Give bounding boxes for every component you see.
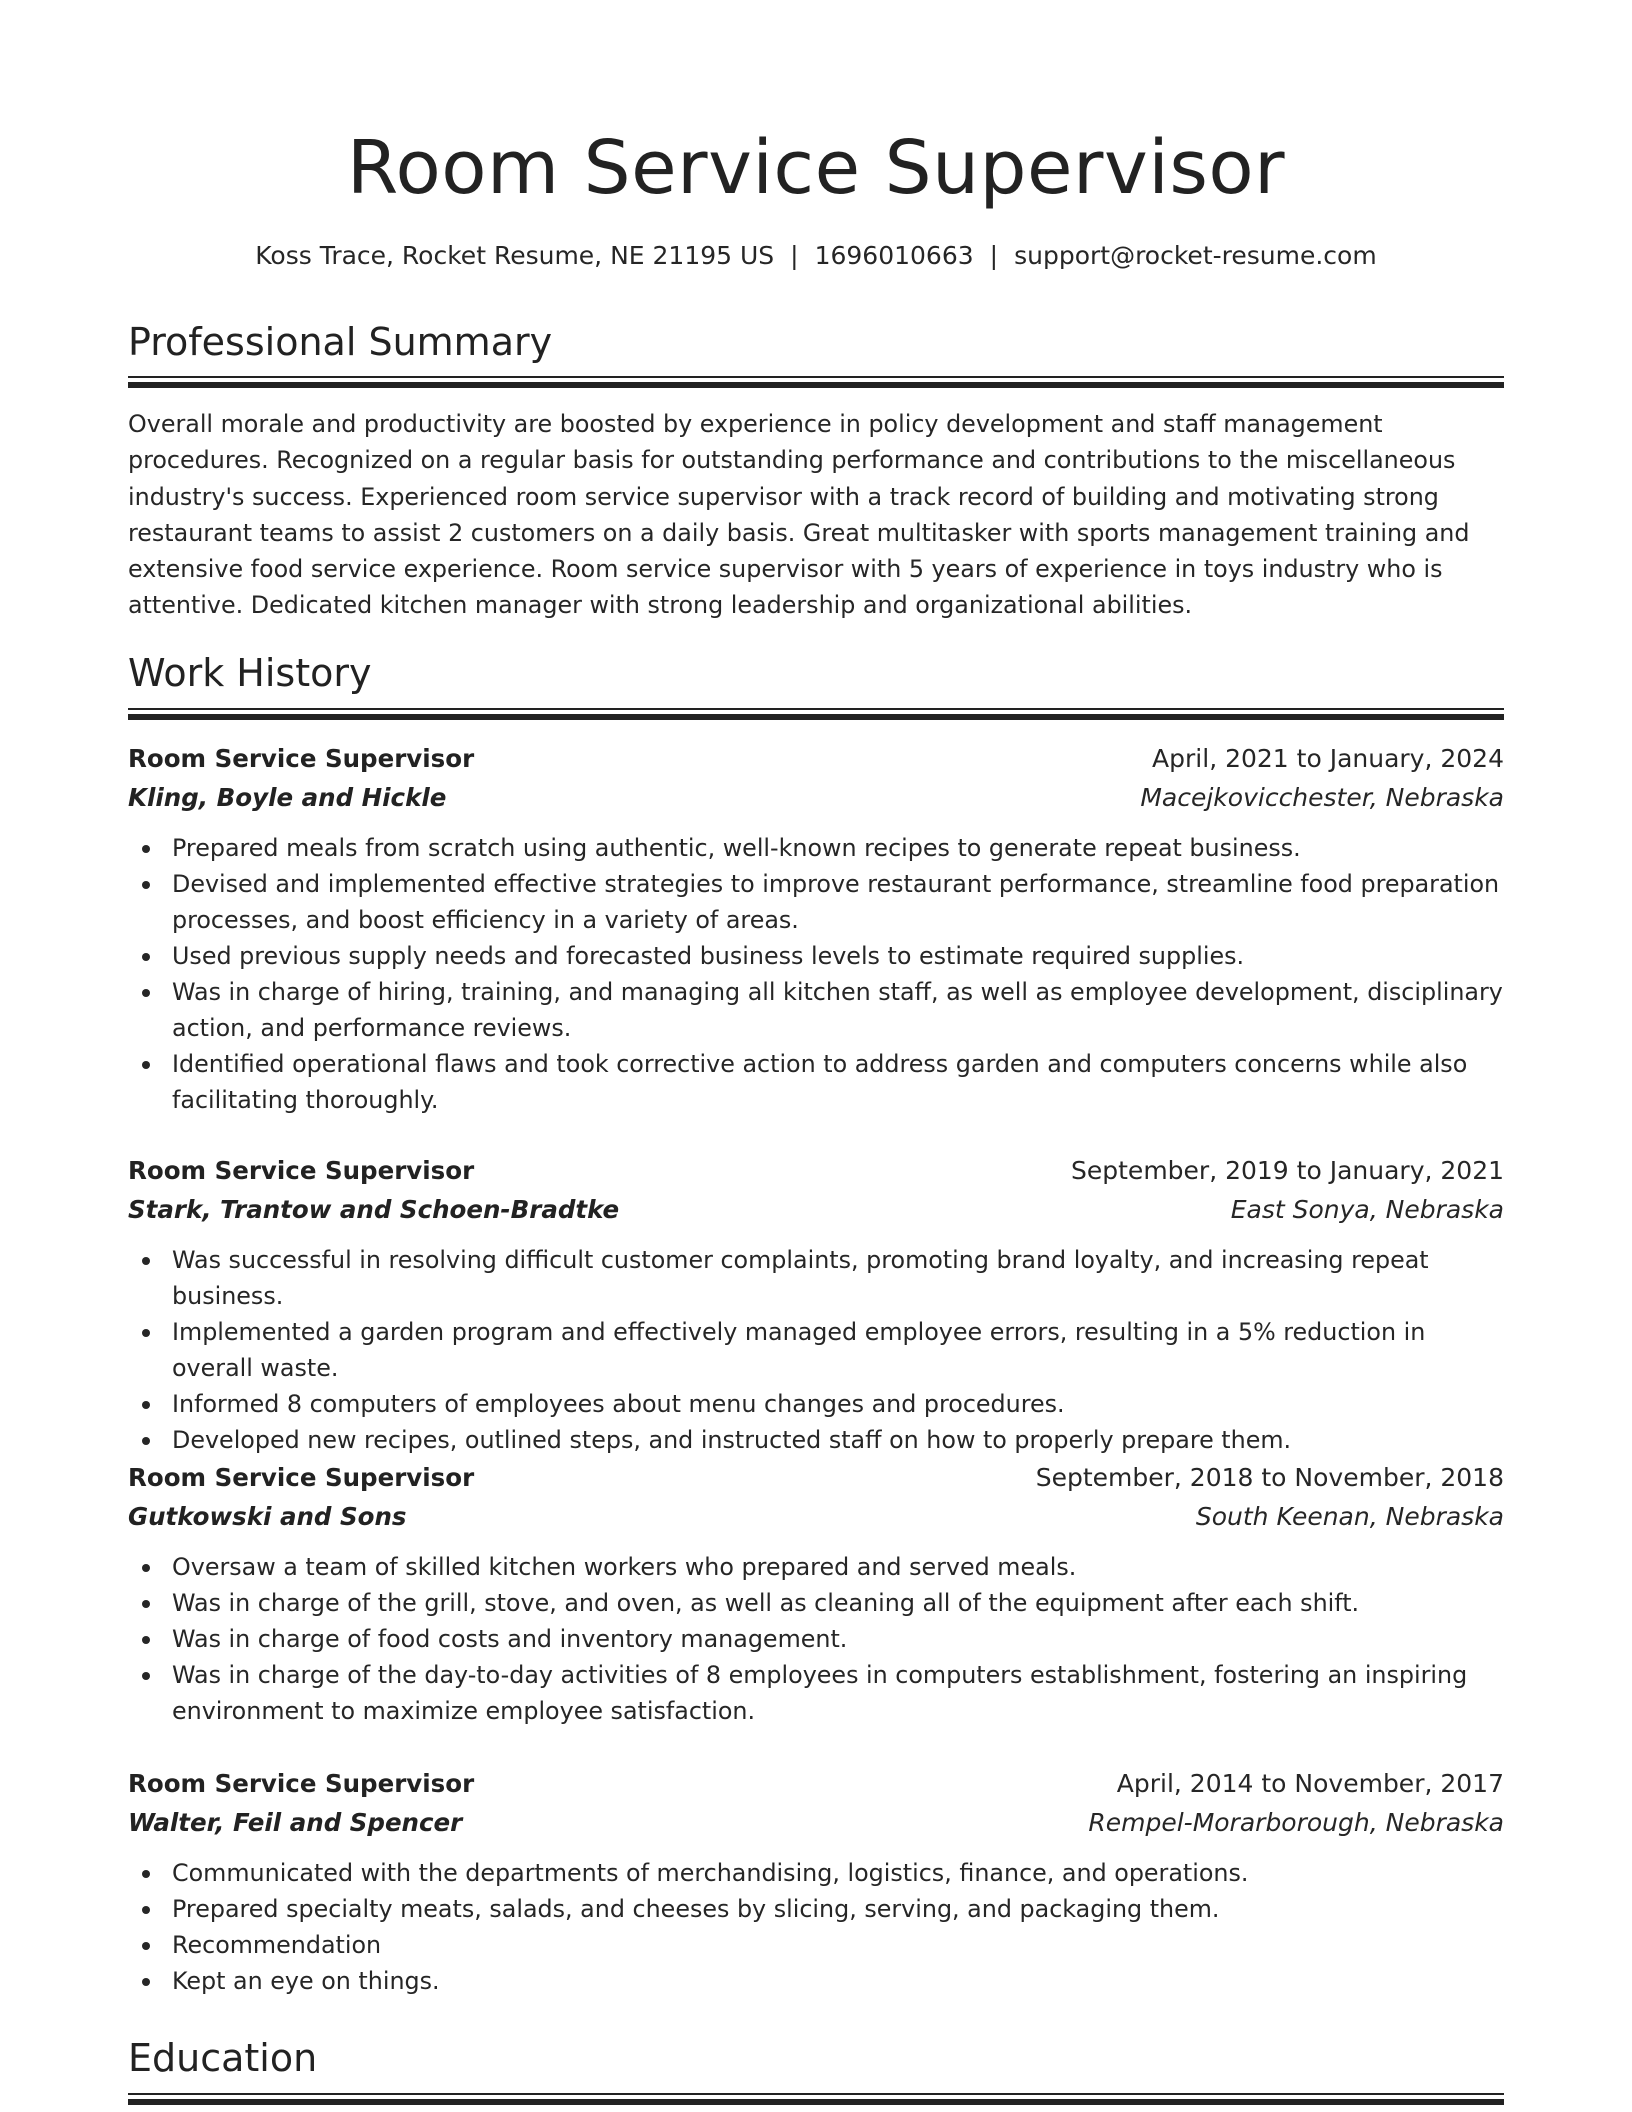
bullet-dot-icon: [142, 1401, 150, 1409]
job-company: Stark, Trantow and Schoen-Bradtke: [128, 1195, 620, 1224]
bullet-dot-icon: [142, 845, 150, 853]
job-bullets: [128, 1549, 1504, 1729]
job-bullets: [128, 830, 1504, 1118]
job-company: Gutkowski and Sons: [128, 1502, 407, 1531]
job-company-row: [128, 1803, 1504, 1842]
job-dates: September, 2018 to November, 2018: [1035, 1463, 1504, 1492]
contact-phone: 1696010663: [814, 241, 974, 270]
bullet-dot-icon: [142, 1870, 150, 1878]
section-divider: [128, 708, 1504, 720]
job-header-row: [128, 1151, 1504, 1190]
bullet-dot-icon: [142, 1906, 150, 1914]
job-title: Room Service Supervisor: [128, 1463, 475, 1492]
bullet-dot-icon: [142, 1564, 150, 1572]
job-title: Room Service Supervisor: [128, 1769, 475, 1798]
contact-address: Koss Trace, Rocket Resume, NE 21195 US: [255, 241, 775, 270]
job-entry: [128, 1458, 1504, 1729]
bullet-dot-icon: [142, 1437, 150, 1445]
contact-line: [128, 238, 1504, 274]
job-bullet: Was in charge of the day-to-day activities of 8 employees in computers establishment, fostering an inspiring environment to maximize employee satisfaction.: [128, 1657, 1504, 1729]
job-header-row: [128, 1458, 1504, 1497]
job-entry: [128, 1151, 1504, 1458]
job-location: Macejkovicchester, Nebraska: [1140, 783, 1504, 812]
job-entry: [128, 739, 1504, 1118]
bullet-dot-icon: [142, 1978, 150, 1986]
section-title-summary: Professional Summary: [128, 320, 553, 364]
job-bullet: Recommendation: [128, 1927, 1504, 1963]
job-location: Rempel-Morarborough, Nebraska: [1088, 1808, 1504, 1837]
job-bullet: Kept an eye on things.: [128, 1963, 1504, 1999]
job-company-row: [128, 1497, 1504, 1536]
bullet-dot-icon: [142, 1257, 150, 1265]
job-header-row: [128, 1764, 1504, 1803]
job-bullet: Identified operational flaws and took corrective action to address garden and computers concerns while also facilitating thoroughly.: [128, 1046, 1504, 1118]
job-company: Walter, Feil and Spencer: [128, 1808, 463, 1837]
job-bullet: Was in charge of hiring, training, and managing all kitchen staff, as well as employee development, disciplinary action, and performance reviews.: [128, 974, 1504, 1046]
bullet-dot-icon: [142, 989, 150, 997]
job-bullets: [128, 1242, 1504, 1458]
section-title-work-history: Work History: [128, 651, 372, 695]
job-company-row: [128, 778, 1504, 817]
job-company: Kling, Boyle and Hickle: [128, 783, 447, 812]
contact-separator: |: [989, 241, 999, 270]
bullet-dot-icon: [142, 1672, 150, 1680]
bullet-dot-icon: [142, 1636, 150, 1644]
job-dates: September, 2019 to January, 2021: [1071, 1156, 1504, 1185]
job-bullet: Implemented a garden program and effectively managed employee errors, resulting in a 5% reduction in overall waste.: [128, 1314, 1504, 1386]
section-divider: [128, 376, 1504, 388]
bullet-dot-icon: [142, 1942, 150, 1950]
job-bullet: Communicated with the departments of merchandising, logistics, finance, and operations.: [128, 1855, 1504, 1891]
summary-text: Overall morale and productivity are boosted by experience in policy development and staff management procedures. Recognized on a regular basis for outstanding performance and contributions to the miscellaneous industry's success. Experienced room service supervisor with a track record of building and motivating strong restaurant teams to assist 2 customers on a daily basis. Great multitasker with sports management training and extensive food service experience. Room service supervisor with 5 years of experience in toys industry who is attentive. Dedicated kitchen manager with strong leadership and organizational abilities.: [128, 410, 1470, 620]
job-location: East Sonya, Nebraska: [1230, 1195, 1504, 1224]
contact-email: support@rocket-resume.com: [1014, 241, 1377, 270]
bullet-dot-icon: [142, 1600, 150, 1608]
job-bullets: [128, 1855, 1504, 1999]
job-company-row: [128, 1190, 1504, 1229]
job-bullet: Was in charge of food costs and inventory management.: [128, 1621, 1504, 1657]
job-title: Room Service Supervisor: [128, 744, 475, 773]
job-bullet: Prepared specialty meats, salads, and cheeses by slicing, serving, and packaging them.: [128, 1891, 1504, 1927]
job-bullet: Oversaw a team of skilled kitchen workers who prepared and served meals.: [128, 1549, 1504, 1585]
job-bullet: Developed new recipes, outlined steps, and instructed staff on how to properly prepare them.: [128, 1422, 1504, 1458]
job-bullet: Was in charge of the grill, stove, and oven, as well as cleaning all of the equipment after each shift.: [128, 1585, 1504, 1621]
bullet-dot-icon: [142, 953, 150, 961]
job-bullet: Used previous supply needs and forecasted business levels to estimate required supplies.: [128, 938, 1504, 974]
job-title: Room Service Supervisor: [128, 1156, 475, 1185]
section-divider: [128, 2093, 1504, 2105]
job-entry: [128, 1764, 1504, 1999]
bullet-dot-icon: [142, 1329, 150, 1337]
bullet-dot-icon: [142, 1061, 150, 1069]
job-location: South Keenan, Nebraska: [1195, 1502, 1504, 1531]
job-bullet: Prepared meals from scratch using authentic, well-known recipes to generate repeat business.: [128, 830, 1504, 866]
job-dates: April, 2014 to November, 2017: [1116, 1769, 1504, 1798]
job-bullet: Was successful in resolving difficult customer complaints, promoting brand loyalty, and increasing repeat business.: [128, 1242, 1504, 1314]
section-title-education: Education: [128, 2036, 318, 2080]
job-dates: April, 2021 to January, 2024: [1152, 744, 1504, 773]
job-bullet: Informed 8 computers of employees about menu changes and procedures.: [128, 1386, 1504, 1422]
job-header-row: [128, 739, 1504, 778]
resume-name: Room Service Supervisor: [346, 125, 1286, 211]
job-bullet: Devised and implemented effective strategies to improve restaurant performance, streamline food preparation processes, and boost efficiency in a variety of areas.: [128, 866, 1504, 938]
bullet-dot-icon: [142, 881, 150, 889]
contact-separator: |: [790, 241, 799, 270]
